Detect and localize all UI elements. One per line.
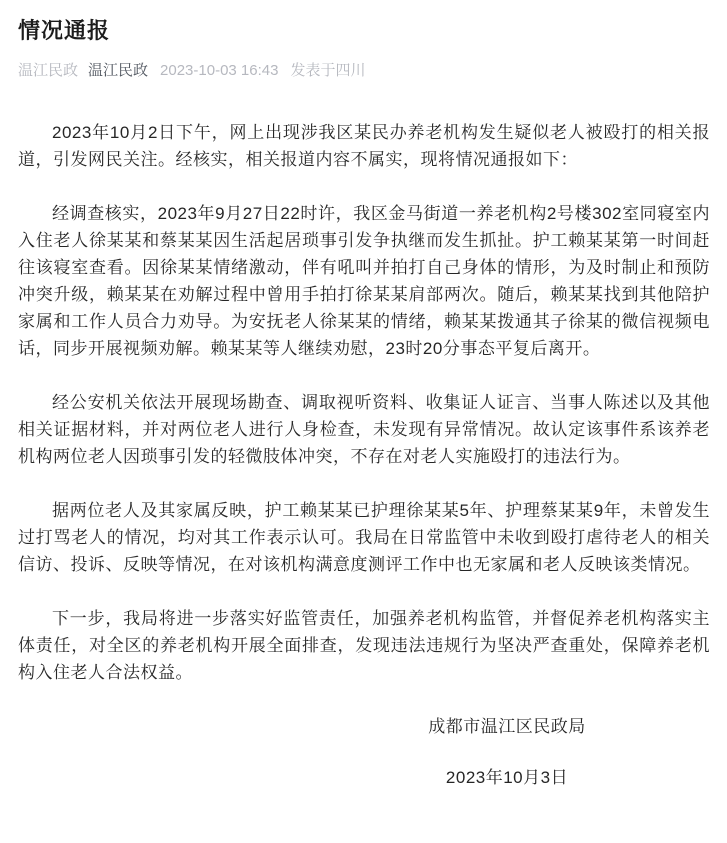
author-name: 温江民政 bbox=[18, 62, 79, 79]
article-title: 情况通报 bbox=[18, 18, 111, 43]
signature-block bbox=[304, 713, 710, 791]
paragraph-police-findings: 经公安机关依法开展现场勘查、调取视听资料、收集证人证言、当事人陈述以及其他相关证据材料，并对两位老人进行人身检查，未发现有异常情况。故认定该事件系该养老机构两位老人因琐事引发的轻微肢体冲突，不存在对老人实施殴打的违法行为。 bbox=[18, 393, 710, 466]
signature-agency: 成都市温江区民政局 bbox=[428, 717, 586, 736]
paragraph-next-steps: 下一步，我局将进一步落实好监管责任，加强养老机构监管，并督促养老机构落实主体责任，对全区的养老机构开展全面排查，发现违法违规行为坚决严查重处，保障养老机构入住老人合法权益。 bbox=[18, 609, 710, 682]
publish-location: 发表于四川 bbox=[290, 62, 366, 79]
paragraph-family-feedback: 据两位老人及其家属反映，护工赖某某已护理徐某某5年、护理蔡某某9年，未曾发生过打骂老人的情况，均对其工作表示认可。我局在日常监管中未收到殴打虐待老人的相关信访、投诉、反映等情况，在对该机构满意度测评工作中也无家属和老人反映该类情况。 bbox=[18, 501, 710, 574]
account-name-link[interactable]: 温江民政 bbox=[88, 62, 149, 79]
signature-date: 2023年10月3日 bbox=[445, 768, 569, 787]
paragraph-investigation: 经调查核实，2023年9月27日22时许，我区金马街道一养老机构2号楼302室同寝室内入住老人徐某某和蔡某某因生活起居琐事引发争执继而发生抓扯。护工赖某某第一时间赶往该寝室查看。因徐某某情绪激动，伴有吼叫并拍打自己身体的情形，为及时制止和预防冲突升级，赖某某在劝解过程中曾用手拍打徐某某肩部两次。随后，赖某某找到其他陪护家属和工作人员合力劝导。为安抚老人徐某某的情绪，赖某某拨通其子徐某的微信视频电话，同步开展视频劝解。赖某某等人继续劝慰，23时20分事态平复后离开。 bbox=[18, 204, 710, 358]
paragraph-intro: 2023年10月2日下午，网上出现涉我区某民办养老机构发生疑似老人被殴打的相关报道，引发网民关注。经核实，相关报道内容不属实，现将情况通报如下： bbox=[18, 123, 710, 169]
article-meta-row bbox=[18, 61, 710, 81]
article-body bbox=[18, 119, 710, 791]
publish-timestamp: 2023-10-03 16:43 bbox=[160, 62, 279, 79]
